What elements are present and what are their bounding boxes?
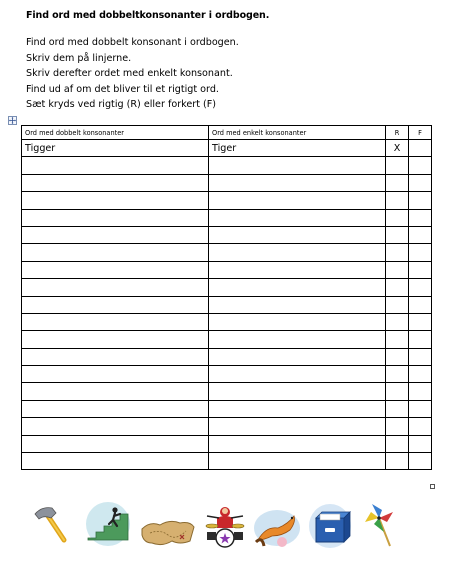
cell-wrong[interactable] <box>409 418 432 435</box>
cell-right[interactable] <box>386 435 409 452</box>
cell-single-consonant[interactable] <box>209 244 386 261</box>
cell-double-consonant[interactable] <box>22 157 209 174</box>
instructions <box>26 35 239 113</box>
cell-wrong[interactable] <box>409 348 432 365</box>
cell-wrong[interactable] <box>409 313 432 330</box>
header-wrong: F <box>409 126 432 140</box>
cell-double-consonant[interactable] <box>22 435 209 452</box>
cell-right[interactable] <box>386 209 409 226</box>
cell-single-consonant[interactable] <box>209 348 386 365</box>
cell-right[interactable] <box>386 418 409 435</box>
cell-double-consonant[interactable] <box>22 209 209 226</box>
cell-double-consonant[interactable] <box>22 174 209 191</box>
table-row <box>22 453 432 470</box>
cell-right[interactable] <box>386 296 409 313</box>
cell-right[interactable] <box>386 279 409 296</box>
cell-single-consonant[interactable] <box>209 366 386 383</box>
cell-wrong[interactable] <box>409 226 432 243</box>
cell-right[interactable] <box>386 313 409 330</box>
cell-double-consonant[interactable]: Tigger <box>22 140 209 157</box>
cell-right[interactable]: X <box>386 140 409 157</box>
cell-double-consonant[interactable] <box>22 383 209 400</box>
cell-double-consonant[interactable] <box>22 400 209 417</box>
instruction-line: Skriv derefter ordet med enkelt konsonant. <box>26 68 233 79</box>
cell-single-consonant[interactable] <box>209 174 386 191</box>
lizard-icon <box>252 506 302 554</box>
table-move-handle-icon[interactable] <box>8 116 17 125</box>
instruction-line: Skriv dem på linjerne. <box>26 52 132 64</box>
table-row <box>22 157 432 174</box>
cell-double-consonant[interactable] <box>22 348 209 365</box>
cell-wrong[interactable] <box>409 261 432 278</box>
cell-single-consonant[interactable] <box>209 418 386 435</box>
table-row <box>22 192 432 209</box>
worksheet-title: Find ord med dobbeltkonsonanter i ordbogen. <box>26 10 270 21</box>
hammer-icon <box>30 496 70 550</box>
staircase-climber-icon <box>84 500 132 552</box>
cell-wrong[interactable] <box>409 435 432 452</box>
table-row <box>22 366 432 383</box>
table-row <box>22 383 432 400</box>
cell-single-consonant[interactable]: Tiger <box>209 140 386 157</box>
cell-double-consonant[interactable] <box>22 261 209 278</box>
treasure-map-icon <box>140 515 196 553</box>
cell-wrong[interactable] <box>409 383 432 400</box>
cell-double-consonant[interactable] <box>22 366 209 383</box>
cell-wrong[interactable] <box>409 296 432 313</box>
table-row <box>22 435 432 452</box>
table-row <box>22 348 432 365</box>
cell-wrong[interactable] <box>409 209 432 226</box>
cell-right[interactable] <box>386 331 409 348</box>
cell-right[interactable] <box>386 383 409 400</box>
cell-right[interactable] <box>386 192 409 209</box>
cell-wrong[interactable] <box>409 331 432 348</box>
file-box-icon <box>308 502 352 554</box>
table-row <box>22 279 432 296</box>
cell-single-consonant[interactable] <box>209 296 386 313</box>
table-row <box>22 261 432 278</box>
table-row <box>22 174 432 191</box>
table-row <box>22 418 432 435</box>
table-row <box>22 209 432 226</box>
instruction-line: Find ud af om det bliver til et rigtigt ord. <box>26 83 219 95</box>
cell-right[interactable] <box>386 348 409 365</box>
cell-right[interactable] <box>386 366 409 383</box>
cell-single-consonant[interactable] <box>209 383 386 400</box>
cell-double-consonant[interactable] <box>22 279 209 296</box>
cell-wrong[interactable] <box>409 366 432 383</box>
cell-right[interactable] <box>386 244 409 261</box>
instruction-line: Sæt kryds ved rigtig (R) eller forkert (F) <box>26 99 217 110</box>
cell-single-consonant[interactable] <box>209 192 386 209</box>
cell-double-consonant[interactable] <box>22 418 209 435</box>
table-row <box>22 296 432 313</box>
cell-double-consonant[interactable] <box>22 331 209 348</box>
cell-single-consonant[interactable] <box>209 226 386 243</box>
header-right: R <box>386 126 409 140</box>
table-row <box>22 244 432 261</box>
cell-single-consonant[interactable] <box>209 279 386 296</box>
cell-wrong[interactable] <box>409 140 432 157</box>
header-double-consonant: Ord med dobbelt konsonanter <box>22 126 209 140</box>
cell-wrong[interactable] <box>409 279 432 296</box>
cell-double-consonant[interactable] <box>22 313 209 330</box>
table-row <box>22 140 432 157</box>
header-single-consonant: Ord med enkelt konsonanter <box>209 126 386 140</box>
cell-wrong[interactable] <box>409 400 432 417</box>
cell-double-consonant[interactable] <box>22 226 209 243</box>
table-header-row <box>22 126 432 140</box>
cell-right[interactable] <box>386 174 409 191</box>
cell-single-consonant[interactable] <box>209 209 386 226</box>
cell-right[interactable] <box>386 157 409 174</box>
table-row <box>22 226 432 243</box>
cell-double-consonant[interactable] <box>22 296 209 313</box>
cell-wrong[interactable] <box>409 192 432 209</box>
word-table <box>21 125 432 470</box>
cell-wrong[interactable] <box>409 174 432 191</box>
cell-single-consonant[interactable] <box>209 313 386 330</box>
instruction-line: Find ord med dobbelt konsonant i ordbogen. <box>26 37 239 48</box>
table-row <box>22 313 432 330</box>
cell-double-consonant[interactable] <box>22 192 209 209</box>
drum-kit-icon <box>203 502 247 554</box>
cell-double-consonant[interactable] <box>22 453 209 470</box>
cell-double-consonant[interactable] <box>22 244 209 261</box>
table-resize-handle[interactable] <box>430 484 435 489</box>
cell-single-consonant[interactable] <box>209 157 386 174</box>
cell-wrong[interactable] <box>409 453 432 470</box>
cell-wrong[interactable] <box>409 244 432 261</box>
cell-right[interactable] <box>386 226 409 243</box>
cell-wrong[interactable] <box>409 157 432 174</box>
cell-single-consonant[interactable] <box>209 261 386 278</box>
cell-single-consonant[interactable] <box>209 453 386 470</box>
cell-single-consonant[interactable] <box>209 400 386 417</box>
cell-right[interactable] <box>386 261 409 278</box>
cell-single-consonant[interactable] <box>209 435 386 452</box>
table-row <box>22 331 432 348</box>
cell-right[interactable] <box>386 453 409 470</box>
cell-right[interactable] <box>386 400 409 417</box>
table-row <box>22 400 432 417</box>
cell-single-consonant[interactable] <box>209 331 386 348</box>
pinwheel-icon <box>362 502 396 554</box>
